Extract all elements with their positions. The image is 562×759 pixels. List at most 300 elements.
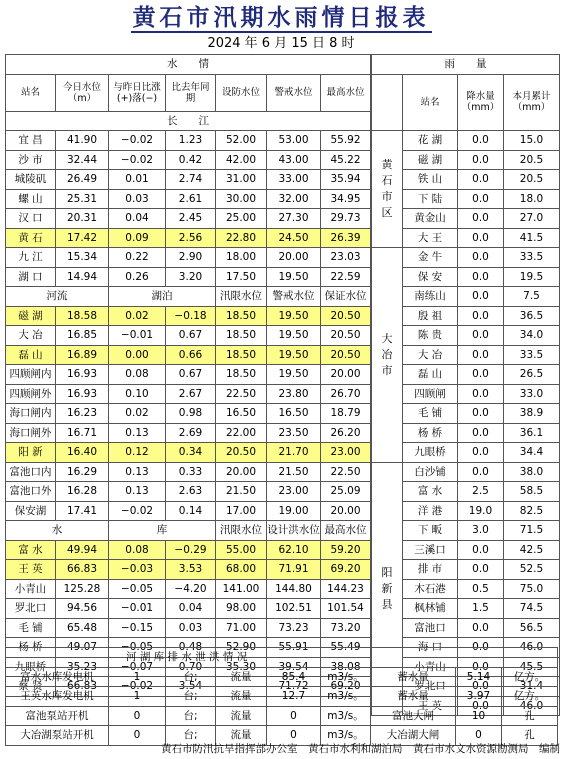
value-cell: 42.00: [216, 150, 267, 170]
table-row: [6, 560, 371, 580]
value-cell: 26.70: [321, 384, 371, 404]
station-name: 大 王: [403, 228, 458, 248]
value-cell: −0.29: [166, 540, 216, 560]
value-cell: 2.5: [458, 482, 504, 502]
value-cell: 39.54: [267, 657, 321, 677]
station-name: 四顾闸外: [6, 384, 56, 404]
value-cell: 36.1: [504, 423, 560, 443]
value-cell: 18.50: [216, 365, 267, 385]
value-cell: 58.5: [504, 482, 560, 502]
value-cell: 25.09: [321, 482, 371, 502]
value-cell: −0.01: [109, 326, 166, 346]
station-name: 湖 口: [6, 267, 56, 287]
value-cell: 0.00: [109, 345, 166, 365]
value-cell: 亿方。: [502, 667, 558, 687]
value-cell: 15.0: [504, 131, 560, 151]
value-cell: 14.94: [56, 267, 109, 287]
station-name: 大 冶: [403, 345, 458, 365]
value-cell: 25.00: [216, 209, 267, 229]
value-cell: 18.00: [216, 248, 267, 268]
value-cell: 22.50: [321, 462, 371, 482]
table-row: [6, 687, 558, 707]
value-cell: 34.0: [504, 326, 560, 346]
value-cell: 1: [109, 687, 166, 707]
value-cell: 21.70: [267, 443, 321, 463]
value-cell: 52.00: [216, 131, 267, 151]
value-cell: 20.5: [504, 150, 560, 170]
value-cell: 16.85: [56, 326, 109, 346]
value-cell: 82.5: [504, 501, 560, 521]
value-cell: 3.20: [166, 267, 216, 287]
value-cell: 流量: [216, 706, 267, 726]
value-cell: 17.00: [216, 501, 267, 521]
col-header: 水: [6, 521, 109, 541]
station-name: 铁 山: [403, 170, 458, 190]
value-cell: m3/s。: [321, 726, 371, 746]
value-cell: 62.10: [267, 540, 321, 560]
value-cell: 0.0: [458, 345, 504, 365]
value-cell: 0: [109, 706, 166, 726]
table-row: [6, 365, 371, 385]
value-cell: 2.63: [166, 482, 216, 502]
col-header: 站名: [403, 74, 458, 131]
value-cell: 73.23: [267, 618, 321, 638]
value-cell: 22.50: [216, 384, 267, 404]
value-cell: 0.04: [166, 599, 216, 619]
table-row: [6, 326, 371, 346]
value-cell: 20.50: [321, 306, 371, 326]
value-cell: 33.5: [504, 345, 560, 365]
value-cell: 2.90: [166, 248, 216, 268]
value-cell: 26.20: [321, 423, 371, 443]
value-cell: 19.00: [267, 501, 321, 521]
value-cell: 46.0: [504, 638, 560, 658]
value-cell: 0.04: [109, 209, 166, 229]
value-cell: 35.30: [216, 657, 267, 677]
table-row: [6, 248, 371, 268]
value-cell: 0.09: [109, 228, 166, 248]
value-cell: 2.67: [166, 384, 216, 404]
station-name: 王 英: [6, 560, 56, 580]
value-cell: 1.5: [458, 599, 504, 619]
value-cell: 85.4: [267, 667, 321, 687]
value-cell: −0.02: [109, 677, 166, 697]
value-cell: 2.56: [166, 228, 216, 248]
value-cell: 流量: [216, 667, 267, 687]
value-cell: 0.08: [109, 365, 166, 385]
value-cell: 56.5: [504, 618, 560, 638]
value-cell: 94.56: [56, 599, 109, 619]
station-name: 磁 湖: [403, 150, 458, 170]
value-cell: 53.00: [267, 131, 321, 151]
rain-table: [371, 54, 560, 716]
value-cell: 33.00: [267, 170, 321, 190]
col-header: 设计洪水位: [267, 521, 321, 541]
table-row: [6, 170, 371, 190]
table-row: [372, 131, 560, 151]
value-cell: 22.80: [216, 228, 267, 248]
value-cell: 19.0: [458, 501, 504, 521]
value-cell: 2.69: [166, 423, 216, 443]
value-cell: 20.50: [321, 345, 371, 365]
value-cell: 16.50: [216, 404, 267, 424]
value-cell: 0.0: [458, 150, 504, 170]
value-cell: 71.00: [216, 618, 267, 638]
value-cell: 66.83: [56, 560, 109, 580]
table-row: [6, 209, 371, 229]
station-name: 下 陆: [403, 189, 458, 209]
report-date: 2024 年 6 月 15 日 8 时: [207, 36, 355, 51]
discharge-title: 河 湖 库 排 水 泄 洪 情 况: [6, 648, 558, 668]
value-cell: 0.67: [166, 365, 216, 385]
value-cell: 10: [456, 706, 502, 726]
value-cell: 27.0: [504, 209, 560, 229]
value-cell: 144.80: [267, 579, 321, 599]
water-section-title: 水 情: [6, 55, 371, 75]
value-cell: m3/s。: [321, 706, 371, 726]
station-name: 毛 铺: [6, 618, 56, 638]
col-header: 汛限水位: [216, 287, 267, 307]
table-row: [6, 443, 371, 463]
value-cell: 36.5: [504, 306, 560, 326]
value-cell: 0.13: [109, 482, 166, 502]
value-cell: 16.93: [56, 384, 109, 404]
table-row: [6, 306, 371, 326]
station-name: 富池口外: [6, 482, 56, 502]
station-name: 磁 湖: [6, 306, 56, 326]
value-cell: 0.0: [458, 306, 504, 326]
value-cell: 0: [109, 726, 166, 746]
value-cell: 19.5: [504, 267, 560, 287]
value-cell: 流量: [216, 726, 267, 746]
col-header: 今日水位（m）: [56, 74, 109, 111]
value-cell: −0.15: [109, 618, 166, 638]
river-section-title: 长 江: [6, 111, 371, 131]
station-name: 沙 市: [6, 150, 56, 170]
value-cell: 23.80: [267, 384, 321, 404]
value-cell: 3.54: [166, 677, 216, 697]
value-cell: 42.5: [504, 540, 560, 560]
table-row: [6, 599, 371, 619]
value-cell: 16.71: [56, 423, 109, 443]
value-cell: 33.5: [504, 248, 560, 268]
value-cell: 19.50: [267, 267, 321, 287]
value-cell: 台;: [166, 726, 216, 746]
value-cell: 20.00: [321, 501, 371, 521]
value-cell: 38.9: [504, 404, 560, 424]
col-header: 站名: [6, 74, 56, 111]
value-cell: 7.5: [504, 287, 560, 307]
value-cell: 23.00: [267, 482, 321, 502]
value-cell: 59.20: [321, 540, 371, 560]
value-cell: 2.74: [166, 170, 216, 190]
value-cell: 17.42: [56, 228, 109, 248]
value-cell: 富池泵站开机: [6, 706, 109, 726]
value-cell: 0.13: [109, 462, 166, 482]
station-name: 木石港: [403, 579, 458, 599]
value-cell: 大冶湖泵站开机: [6, 726, 109, 746]
value-cell: 3.97: [456, 687, 502, 707]
table-row: [6, 131, 371, 151]
value-cell: 0.0: [458, 267, 504, 287]
value-cell: 0.01: [109, 170, 166, 190]
value-cell: 流量: [216, 687, 267, 707]
table-row: [6, 228, 371, 248]
value-cell: 52.90: [216, 638, 267, 658]
table-row: [6, 462, 371, 482]
station-name: 城陵矶: [6, 170, 56, 190]
value-cell: 26.39: [321, 228, 371, 248]
table-row: [6, 501, 371, 521]
value-cell: 16.40: [56, 443, 109, 463]
value-cell: 0.0: [458, 560, 504, 580]
value-cell: −0.01: [109, 599, 166, 619]
station-name: 三溪口: [403, 540, 458, 560]
value-cell: 71.72: [267, 677, 321, 697]
value-cell: 68.00: [216, 560, 267, 580]
value-cell: 台;: [166, 706, 216, 726]
value-cell: 1: [109, 667, 166, 687]
blank-header: [372, 74, 403, 131]
value-cell: 20.00: [216, 462, 267, 482]
value-cell: 41.90: [56, 131, 109, 151]
value-cell: 16.28: [56, 482, 109, 502]
value-cell: 0.03: [109, 189, 166, 209]
station-name: 四顾闸内: [6, 365, 56, 385]
col-header: 警戒水位: [267, 74, 321, 111]
station-name: 海 口: [403, 638, 458, 658]
value-cell: 16.50: [267, 404, 321, 424]
station-name: 小青山: [6, 579, 56, 599]
water-table: [5, 54, 371, 697]
region-label: 大 冶 市: [372, 248, 403, 463]
value-cell: 0.0: [458, 209, 504, 229]
value-cell: 0.0: [458, 326, 504, 346]
value-cell: 0.0: [458, 677, 504, 697]
value-cell: 蓄水量: [371, 667, 456, 687]
station-name: 陈 贵: [403, 326, 458, 346]
value-cell: −0.02: [109, 131, 166, 151]
table-row: [6, 482, 371, 502]
value-cell: 3.0: [458, 521, 504, 541]
station-name: 下 畈: [403, 521, 458, 541]
value-cell: 0.02: [109, 404, 166, 424]
value-cell: 0.0: [458, 170, 504, 190]
col-header: 与昨日比涨(+)落(−): [109, 74, 166, 111]
value-cell: 0.42: [166, 150, 216, 170]
value-cell: 0: [456, 726, 502, 746]
value-cell: 0.0: [458, 443, 504, 463]
value-cell: 74.5: [504, 599, 560, 619]
value-cell: 王英水库发电机: [6, 687, 109, 707]
value-cell: 34.95: [321, 189, 371, 209]
station-name: 海口闸外: [6, 423, 56, 443]
value-cell: 18.50: [216, 345, 267, 365]
station-name: 海口闸内: [6, 404, 56, 424]
col-header: 最高水位: [321, 74, 371, 111]
value-cell: 55.00: [216, 540, 267, 560]
table-row: [372, 248, 560, 268]
table-row: [6, 540, 371, 560]
value-cell: 17.50: [216, 267, 267, 287]
station-name: 黄金山: [403, 209, 458, 229]
value-cell: 16.89: [56, 345, 109, 365]
value-cell: 台;: [166, 667, 216, 687]
value-cell: 69.20: [321, 677, 371, 697]
station-name: 洋 港: [403, 501, 458, 521]
station-name: 殷 祖: [403, 306, 458, 326]
value-cell: 孔: [502, 726, 558, 746]
value-cell: 38.08: [321, 657, 371, 677]
value-cell: 16.93: [56, 365, 109, 385]
value-cell: 0.0: [458, 462, 504, 482]
value-cell: 0.10: [109, 384, 166, 404]
station-name: 富 水: [403, 482, 458, 502]
value-cell: 55.49: [321, 638, 371, 658]
value-cell: 27.30: [267, 209, 321, 229]
value-cell: 0.34: [166, 443, 216, 463]
value-cell: 19.50: [267, 326, 321, 346]
value-cell: 0.0: [458, 638, 504, 658]
value-cell: 75.0: [504, 579, 560, 599]
value-cell: 144.23: [321, 579, 371, 599]
value-cell: 20.00: [267, 248, 321, 268]
value-cell: 0.0: [458, 365, 504, 385]
col-header: 湖泊: [109, 287, 216, 307]
value-cell: 102.51: [267, 599, 321, 619]
value-cell: 49.07: [56, 638, 109, 658]
col-header: 警戒水位: [267, 287, 321, 307]
value-cell: 32.44: [56, 150, 109, 170]
value-cell: 16.29: [56, 462, 109, 482]
value-cell: 141.00: [216, 579, 267, 599]
value-cell: 20.50: [321, 326, 371, 346]
col-header: 最高水位: [321, 521, 371, 541]
value-cell: 71.5: [504, 521, 560, 541]
value-cell: 0.0: [458, 657, 504, 677]
value-cell: 21.50: [216, 482, 267, 502]
value-cell: 18.0: [504, 189, 560, 209]
table-row: [6, 384, 371, 404]
value-cell: 55.92: [321, 131, 371, 151]
value-cell: 19.50: [267, 365, 321, 385]
value-cell: 0.0: [458, 696, 504, 716]
col-header: 本月累计（mm）: [504, 74, 560, 131]
value-cell: 46.0: [504, 696, 560, 716]
value-cell: 0.0: [458, 248, 504, 268]
value-cell: −0.18: [166, 306, 216, 326]
table-row: [6, 267, 371, 287]
value-cell: 29.73: [321, 209, 371, 229]
value-cell: 亿方。: [502, 687, 558, 707]
value-cell: 19.50: [267, 345, 321, 365]
value-cell: 35.94: [321, 170, 371, 190]
station-name: 富池口: [403, 618, 458, 638]
value-cell: 30.00: [216, 189, 267, 209]
col-header: 保证水位: [321, 287, 371, 307]
station-name: 金 牛: [403, 248, 458, 268]
station-name: 小青山: [403, 657, 458, 677]
station-name: 罗北口: [6, 599, 56, 619]
col-header: 比去年同 期: [166, 74, 216, 111]
station-name: 黄 石: [6, 228, 56, 248]
value-cell: 0.26: [109, 267, 166, 287]
value-cell: 孔: [502, 706, 558, 726]
value-cell: 43.00: [267, 150, 321, 170]
station-name: 宜 昌: [6, 131, 56, 151]
value-cell: 0.5: [458, 579, 504, 599]
value-cell: 0.0: [458, 540, 504, 560]
value-cell: 41.5: [504, 228, 560, 248]
value-cell: 3.53: [166, 560, 216, 580]
value-cell: 0.0: [458, 384, 504, 404]
value-cell: 45.5: [504, 657, 560, 677]
value-cell: 台;: [166, 687, 216, 707]
value-cell: m3/s。: [321, 667, 371, 687]
value-cell: 0.02: [109, 306, 166, 326]
value-cell: 0.0: [458, 189, 504, 209]
reservoir-header-row: [6, 521, 371, 541]
station-name: 毛 铺: [403, 404, 458, 424]
value-cell: 49.94: [56, 540, 109, 560]
value-cell: 富水水库发电机: [6, 667, 109, 687]
station-name: 枫林铺: [403, 599, 458, 619]
value-cell: 0.33: [166, 462, 216, 482]
value-cell: 69.20: [321, 560, 371, 580]
value-cell: 0.98: [166, 404, 216, 424]
value-cell: 富池大闸: [371, 706, 456, 726]
value-cell: 66.83: [56, 677, 109, 697]
value-cell: −4.20: [166, 579, 216, 599]
value-cell: −0.03: [109, 560, 166, 580]
value-cell: −0.05: [109, 579, 166, 599]
table-row: [6, 618, 371, 638]
station-name: 四顾闸: [403, 384, 458, 404]
value-cell: 20.00: [321, 365, 371, 385]
value-cell: 24.50: [267, 228, 321, 248]
col-header: 河流: [6, 287, 109, 307]
station-name: 王 英: [403, 696, 458, 716]
value-cell: 0.0: [458, 287, 504, 307]
value-cell: 45.22: [321, 150, 371, 170]
value-cell: 38.0: [504, 462, 560, 482]
region-label: 阳 新 县: [372, 462, 403, 716]
station-name: 南练山: [403, 287, 458, 307]
station-name: 富池口内: [6, 462, 56, 482]
value-cell: 18.79: [321, 404, 371, 424]
value-cell: −0.05: [109, 638, 166, 658]
value-cell: 0.66: [166, 345, 216, 365]
station-name: 九 江: [6, 248, 56, 268]
value-cell: 1.23: [166, 131, 216, 151]
value-cell: 20.50: [216, 443, 267, 463]
table-row: [6, 423, 371, 443]
station-name: 螺 山: [6, 189, 56, 209]
value-cell: 0.0: [458, 228, 504, 248]
value-cell: 0.0: [458, 423, 504, 443]
value-cell: 0.0: [458, 618, 504, 638]
value-cell: 0.67: [166, 326, 216, 346]
lake-header-row: [6, 287, 371, 307]
value-cell: 32.00: [267, 189, 321, 209]
value-cell: 26.49: [56, 170, 109, 190]
value-cell: 125.28: [56, 579, 109, 599]
value-cell: 12.7: [267, 687, 321, 707]
value-cell: 蓄水量: [371, 687, 456, 707]
value-cell: 18.50: [216, 326, 267, 346]
value-cell: 0: [267, 706, 321, 726]
table-row: [6, 579, 371, 599]
